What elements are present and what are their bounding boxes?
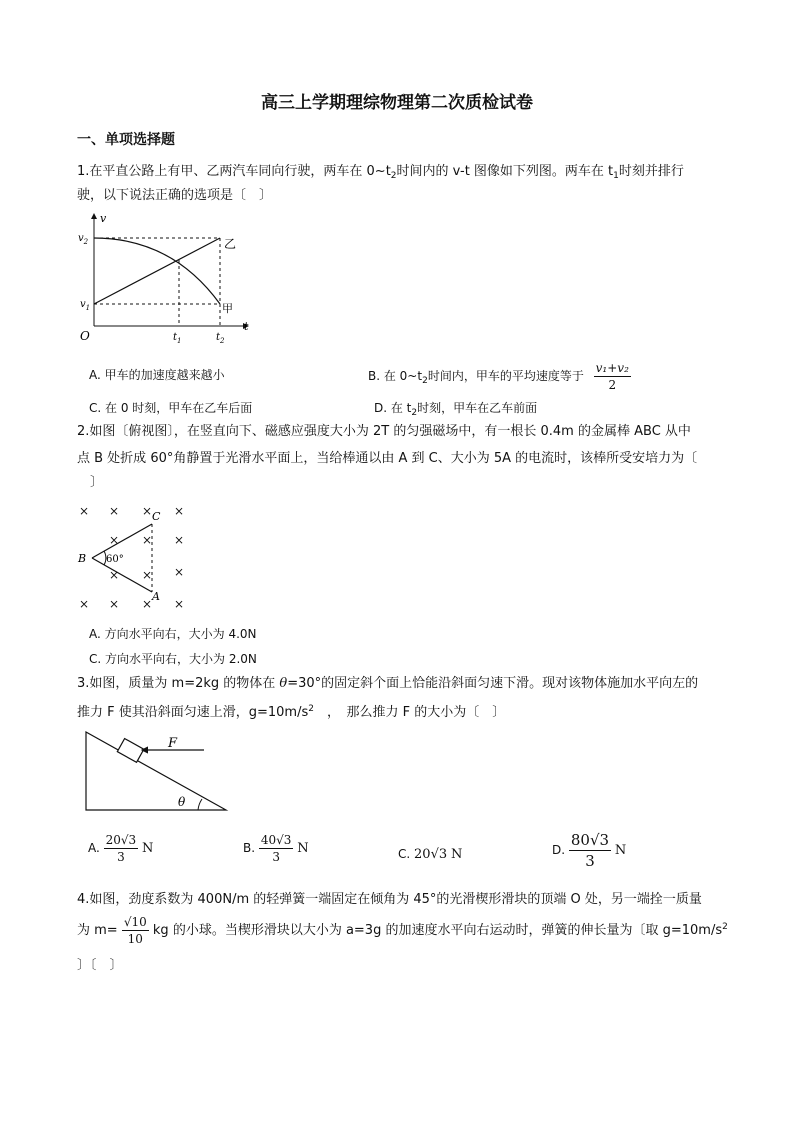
- q1-option-d[interactable]: D. 在 $t_2$时刻，甲车在乙车前面: [374, 401, 538, 418]
- q3-option-a[interactable]: A. $\frac{20√3}{3}$ N: [88, 833, 154, 864]
- q3-text-line2: 推力 F 使其沿斜面匀速上滑，$g=10m/s^2$ ， 那么推力 F 的大小为〔 〕: [77, 704, 506, 720]
- jia-label: 甲: [222, 302, 233, 315]
- t-axis-label: t: [244, 320, 249, 333]
- q2-text-line3: 〕: [77, 475, 104, 490]
- label-a: A: [152, 590, 160, 603]
- cross: ×: [142, 568, 153, 582]
- q1-option-c[interactable]: C. 在 0 时刻，甲车在乙车后面: [89, 401, 253, 415]
- q3-text-line1: 3.如图，质量为 m=2kg 的物体在 θ=30°的固定斜个面上恰能沿斜面匀速下滑。现对该物体施加水平向左的: [77, 676, 699, 691]
- yi-line: [94, 238, 220, 304]
- q2-text-line1: 2.如图〔俯视图〕，在竖直向下、磁感应强度大小为 2T 的匀强磁场中，有一根长 0.4m 的金属棒 ABC 从中: [77, 424, 691, 439]
- q2-option-c[interactable]: C. 方向水平向右，大小为 2.0N: [89, 652, 257, 666]
- block: [117, 739, 144, 763]
- force-label: F: [168, 736, 178, 751]
- origin-label: O: [80, 329, 90, 343]
- cross: ×: [142, 597, 153, 611]
- page-title: 高三上学期理综物理第二次质检试卷: [261, 93, 533, 113]
- section-heading: 一、单项选择题: [77, 132, 175, 148]
- q1-text-line2: 驶，以下说法正确的选项是〔 〕: [77, 188, 273, 203]
- q4-text-line1: 4.如图，劲度系数为 400N/m 的轻弹簧一端固定在倾角为 45°的光滑楔形滑块的顶端 O 处，另一端拴一质量: [77, 892, 702, 907]
- cross: ×: [109, 533, 120, 547]
- cross: ×: [142, 504, 153, 518]
- theta-arc: [198, 799, 202, 810]
- q3-option-b[interactable]: B. $\frac{40√3}{3}$ N: [243, 833, 309, 864]
- cross: ×: [174, 533, 185, 547]
- q3-figure: [80, 728, 230, 813]
- t1-label: $t_1$: [173, 332, 182, 345]
- q2-option-a[interactable]: A. 方向水平向右，大小为 4.0N: [89, 627, 257, 641]
- t2-label: $t_2$: [216, 332, 225, 345]
- v1-label: $v_1$: [80, 299, 91, 312]
- cross: ×: [174, 565, 185, 579]
- incline: [86, 732, 226, 810]
- q2-figure: [72, 500, 192, 615]
- q1-option-b[interactable]: B. 在 $0\sim t_2$时间内，甲车的平均速度等于 $\frac{\text{v₁+v₂}}{2}$: [368, 361, 629, 392]
- cross: ×: [79, 504, 90, 518]
- v2-label: $v_2$: [78, 233, 89, 246]
- label-b: B: [78, 552, 87, 565]
- q3-option-d[interactable]: D. $\frac{80√3}{3}$ N: [552, 831, 627, 870]
- q1-option-a[interactable]: A. 甲车的加速度越来越小: [89, 368, 225, 382]
- cross: ×: [79, 597, 90, 611]
- label-c: C: [152, 510, 161, 523]
- v-axis-label: v: [100, 212, 107, 225]
- q3-option-c[interactable]: C. 20√3 N: [398, 847, 463, 862]
- q4-text-line2: 为 m= $\frac{√10}{10}$ kg 的小球。当楔形滑块以大小为 a=3g 的加速度水平向右运动时，弹簧的伸长量为〔取 $g=10m/s^2$: [77, 915, 728, 946]
- theta-label: θ: [178, 795, 186, 809]
- cross: ×: [142, 533, 153, 547]
- cross: ×: [174, 504, 185, 518]
- yi-label: 乙: [224, 237, 237, 251]
- cross: ×: [109, 568, 120, 582]
- angle-label: 60°: [106, 554, 124, 565]
- cross: ×: [109, 504, 120, 518]
- q4-text-line3: 〕〔 〕: [77, 958, 123, 973]
- cross: ×: [109, 597, 120, 611]
- q2-text-line2: 点 B 处折成 60°角静置于光滑水平面上，当给棒通以由 A 到 C、大小为 5A 的电流时，该棒所受安培力为〔: [77, 451, 698, 466]
- q1-text-line1: 1.在平直公路上有甲、乙两汽车同向行驶，两车在 $0\sim t_2$时间内的 v-t 图像如下列图。两车在 $t_1$时刻并排行: [77, 164, 684, 181]
- cross: ×: [174, 597, 185, 611]
- q1-vt-graph: [72, 208, 262, 348]
